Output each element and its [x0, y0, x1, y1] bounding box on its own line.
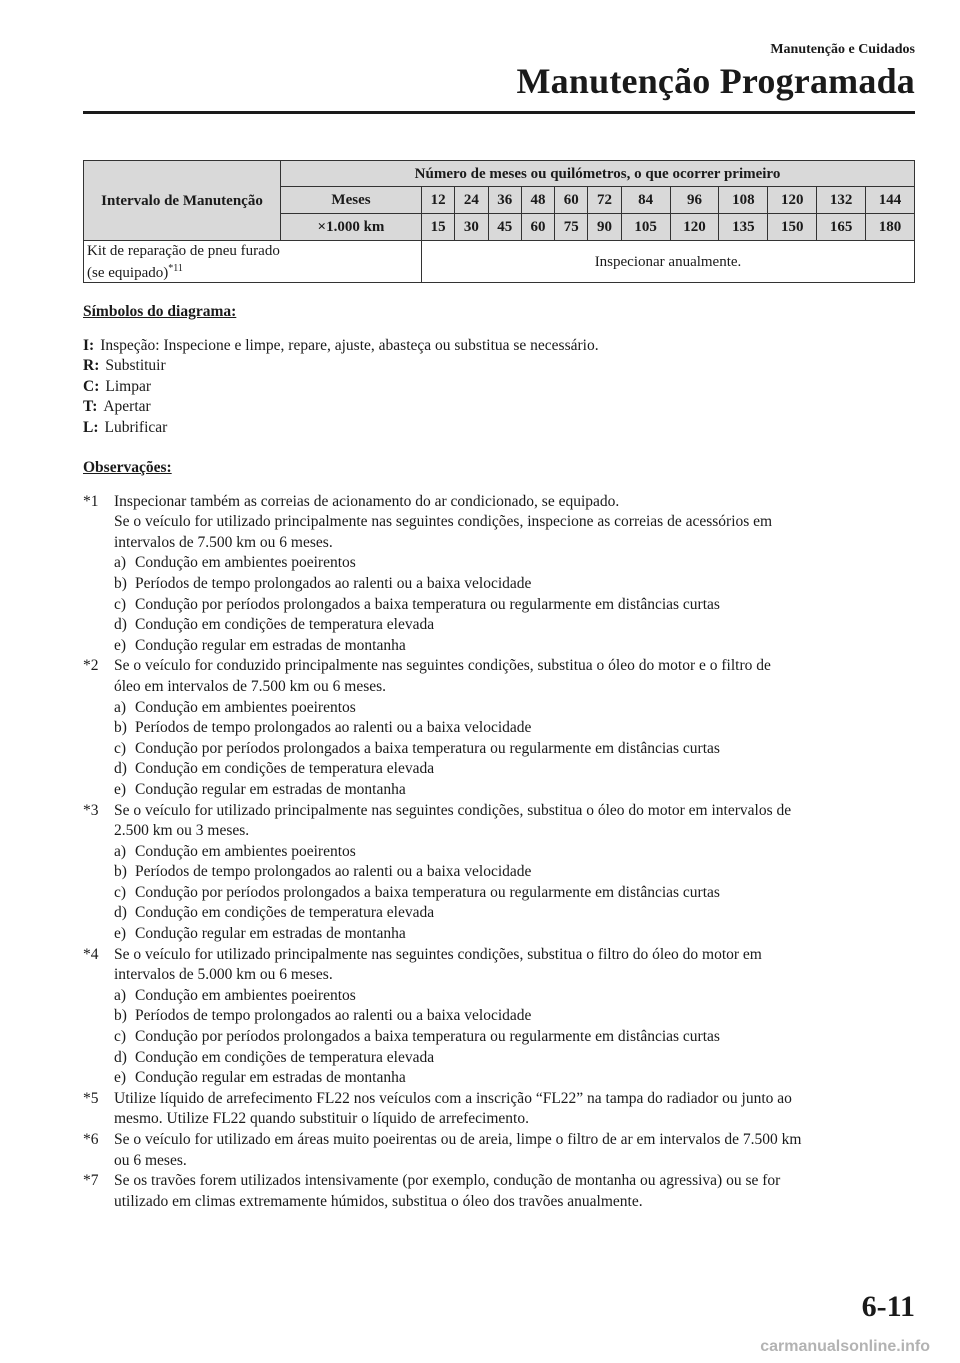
condition-item: e) Condução regular em estradas de montanha — [114, 780, 406, 798]
months-label: Meses — [281, 187, 422, 214]
condition-item: e) Condução regular em estradas de montanha — [114, 1069, 406, 1087]
page-title: Manutenção Programada — [516, 61, 915, 101]
kit-cell — [84, 241, 422, 283]
km-cell: 120 — [670, 214, 719, 241]
month-cell: 84 — [621, 187, 670, 214]
month-cell: 96 — [670, 187, 719, 214]
symbol-item: L: Lubrificar — [83, 418, 168, 436]
condition-item: d) Condução em condições de temperatura elevada — [114, 904, 435, 922]
condition-item: d) Condução em condições de temperatura elevada — [114, 760, 435, 778]
note-2: *2 Se o veículo for conduzido principalmente nas seguintes condições, substitua o óleo do motor e o filtro de óleo em intervalos de 7.500 km ou 6 meses. a) Condução em ambientes poeirentos b) Períodos de tempo prolongados ao ralenti ou a baixa velocidade c) Condução por períodos prolongados a baixa temperatura ou regularmente em distâncias curtas d) Condução em condições de temperatura elevada e) Condução regular em estradas de montanha — [83, 656, 923, 800]
condition-item: b) Períodos de tempo prolongados ao ralenti ou a baixa velocidade — [114, 863, 532, 881]
month-cell: 144 — [866, 187, 915, 214]
condition-item: b) Períodos de tempo prolongados ao ralenti ou a baixa velocidade — [114, 1007, 532, 1025]
km-cell: 135 — [719, 214, 768, 241]
note-1: *1 Inspecionar também as correias de acionamento do ar condicionado, se equipado. Se o veículo for utilizado principalmente nas seguintes condições, inspecione as correias de acessórios em intervalos de 7.500 km ou 6 meses. a) Condução em ambientes poeirentos b) Períodos de tempo prolongados ao ralenti ou a baixa velocidade c) Condução por períodos prolongados a baixa temperatura ou regularmente em distâncias curtas d) Condução em condições de temperatura elevada e) Condução regular em estradas de montanha — [83, 492, 923, 657]
km-cell: 165 — [817, 214, 866, 241]
month-cell: 36 — [488, 187, 521, 214]
section-title: Manutenção e Cuidados — [770, 42, 915, 57]
notes-section — [83, 458, 923, 1212]
symbols-section — [83, 302, 923, 439]
km-cell: 45 — [488, 214, 521, 241]
month-cell: 108 — [719, 187, 768, 214]
condition-item: a) Condução em ambientes poeirentos — [114, 842, 356, 860]
month-cell: 72 — [588, 187, 621, 214]
month-cell: 60 — [555, 187, 588, 214]
note-3: *3 Se o veículo for utilizado principalmente nas seguintes condições, substitua o óleo do motor em intervalos de 2.500 km ou 3 meses. a) Condução em ambientes poeirentos b) Períodos de tempo prolongados ao ralenti ou a baixa velocidade c) Condução por períodos prolongados a baixa temperatura ou regularmente em distâncias curtas d) Condução em condições de temperatura elevada e) Condução regular em estradas de montanha — [83, 801, 923, 945]
symbol-item: T: Apertar — [83, 398, 151, 416]
condition-item: a) Condução em ambientes poeirentos — [114, 698, 356, 716]
kit-value: Inspecionar anualmente. — [422, 241, 915, 283]
interval-label: Intervalo de Manutenção — [84, 161, 281, 241]
note-5: *5 Utilize líquido de arrefecimento FL22 nos veículos com a inscrição “FL22” na tampa do radiador ou junto ao mesmo. Utilize FL22 quando substituir o líquido de arrefecimento. — [83, 1089, 792, 1128]
note-4: *4 Se o veículo for utilizado principalmente nas seguintes condições, substitua o filtro do óleo do motor em intervalos de 5.000 km ou 6 meses. a) Condução em ambientes poeirentos b) Períodos de tempo prolongados ao ralenti ou a baixa velocidade c) Condução por períodos prolongados a baixa temperatura ou regularmente em distâncias curtas d) Condução em condições de temperatura elevada e) Condução regular em estradas de montanha — [83, 945, 923, 1089]
km-label: ×1.000 km — [281, 214, 422, 241]
month-cell: 120 — [768, 187, 817, 214]
kit-line-1: Kit de reparação de pneu furado — [87, 242, 280, 259]
km-cell: 105 — [621, 214, 670, 241]
condition-item: c) Condução por períodos prolongados a baixa temperatura ou regularmente em distâncias curtas — [114, 883, 720, 901]
symbol-item: R: Substituir — [83, 357, 166, 375]
month-cell: 132 — [817, 187, 866, 214]
header-divider — [83, 111, 915, 114]
symbols-heading: Símbolos do diagrama: — [83, 303, 237, 320]
condition-item: e) Condução regular em estradas de montanha — [114, 925, 406, 943]
condition-item: a) Condução em ambientes poeirentos — [114, 986, 356, 1004]
notes-heading: Observações: — [83, 459, 172, 476]
km-cell: 150 — [768, 214, 817, 241]
condition-item: c) Condução por períodos prolongados a baixa temperatura ou regularmente em distâncias curtas — [114, 739, 720, 757]
note-7: *7 Se os travões forem utilizados intensivamente (por exemplo, condução de montanha ou agressiva) ou se for utilizado em climas extremamente húmidos, substitua o óleo dos travões anualmente. — [83, 1172, 781, 1210]
symbol-item: I: Inspeção: Inspecione e limpe, repare, ajuste, abasteça ou substitua se necessário. — [83, 336, 599, 354]
km-cell: 15 — [422, 214, 455, 241]
condition-item: e) Condução regular em estradas de montanha — [114, 636, 406, 654]
km-cell: 90 — [588, 214, 621, 241]
watermark: carmanualsonline.info — [760, 1338, 930, 1355]
page-number: 6-11 — [861, 1290, 915, 1323]
kit-line-2: (se equipado) — [87, 264, 169, 281]
km-cell: 30 — [455, 214, 488, 241]
month-cell: 24 — [455, 187, 488, 214]
condition-item: d) Condução em condições de temperatura elevada — [114, 616, 435, 634]
top-header: Número de meses ou quilómetros, o que ocorrer primeiro — [281, 161, 915, 187]
condition-item: c) Condução por períodos prolongados a baixa temperatura ou regularmente em distâncias curtas — [114, 1028, 720, 1046]
table-row — [84, 241, 915, 283]
symbol-item: C: Limpar — [83, 377, 151, 395]
condition-item: b) Períodos de tempo prolongados ao ralenti ou a baixa velocidade — [114, 574, 532, 592]
table-header-row — [84, 161, 915, 187]
month-cell: 12 — [422, 187, 455, 214]
condition-item: c) Condução por períodos prolongados a baixa temperatura ou regularmente em distâncias curtas — [114, 595, 720, 613]
note-6: *6 Se o veículo for utilizado em áreas muito poeirentas ou de areia, limpe o filtro de ar em intervalos de 7.500 km ou 6 meses. — [83, 1131, 802, 1169]
km-cell: 60 — [521, 214, 554, 241]
condition-item: d) Condução em condições de temperatura elevada — [114, 1048, 435, 1066]
condition-item: a) Condução em ambientes poeirentos — [114, 554, 356, 572]
km-cell: 180 — [866, 214, 915, 241]
condition-item: b) Períodos de tempo prolongados ao ralenti ou a baixa velocidade — [114, 719, 532, 737]
kit-note-ref: *11 — [168, 262, 183, 274]
maintenance-table — [83, 160, 915, 283]
km-cell: 75 — [555, 214, 588, 241]
month-cell: 48 — [521, 187, 554, 214]
